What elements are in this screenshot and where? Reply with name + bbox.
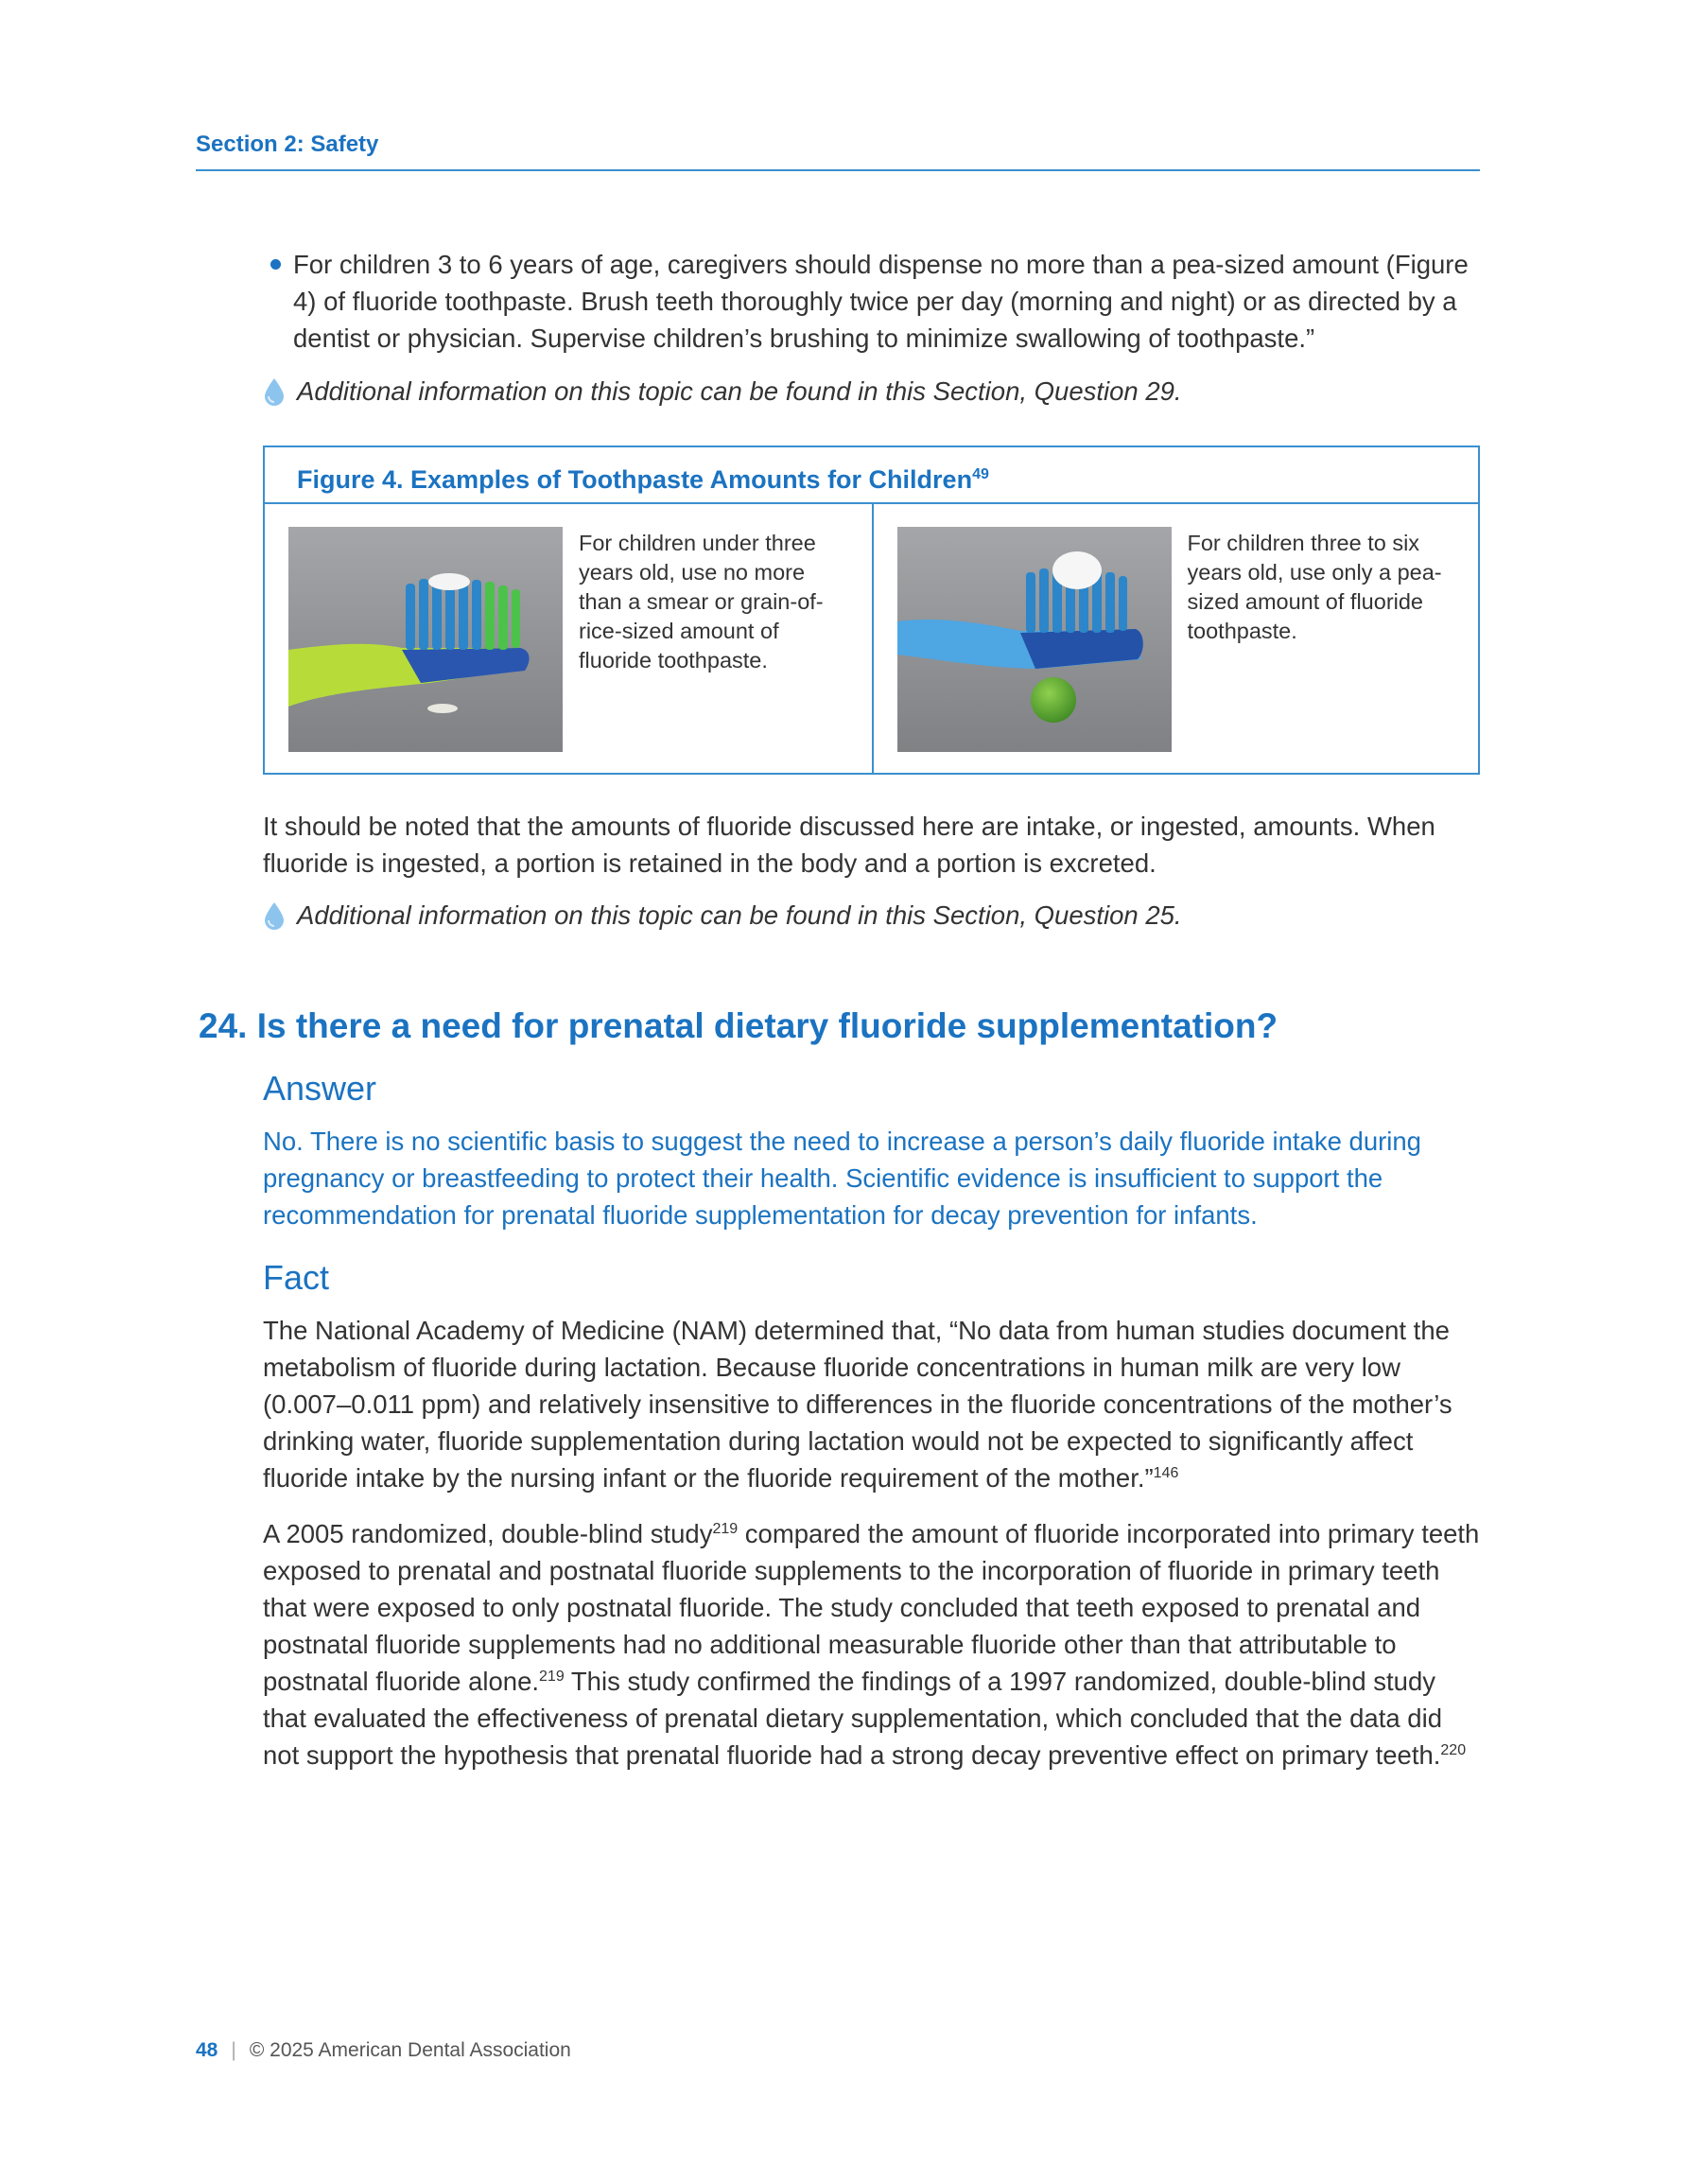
fact-paragraph-1-text: The National Academy of Medicine (NAM) determined that, “No data from human studies document the metabolism of fluoride during lactation. Because fluoride concentrations in human milk are very low (0.007–0.011 ppm) and relatively insensitive to differences in the fluoride concentrations of the mother’s drinking water, fluoride supplementation during lactation would not be expected to significantly affect fluoride intake by the nursing infant or the fluoride requirement of the mother.”	[263, 1316, 1452, 1493]
toothbrush-pea-photo	[897, 527, 1172, 752]
bullet-item	[293, 246, 1485, 357]
section-header: Section 2: Safety	[196, 131, 1480, 171]
footnote-ref: 219	[539, 1668, 565, 1685]
footnote-ref: 146	[1153, 1464, 1179, 1481]
info-note-1	[263, 376, 1182, 407]
figure-title-ref: 49	[972, 466, 989, 482]
answer-text: No. There is no scientific basis to suggest the need to increase a person’s daily fluoride intake during pregnancy or breastfeeding to protect their health. Scientific evidence is insufficient to support the recommendation for prenatal fluoride supplementation for decay prevention for infants.	[263, 1127, 1421, 1230]
figure-cell-under-three	[265, 504, 872, 773]
info-note-text: Additional information on this topic can be found in this Section, Question 29.	[297, 376, 1182, 406]
question-heading: 24. Is there a need for prenatal dietary fluoride supplementation?	[199, 1006, 1278, 1045]
figure-title	[265, 447, 1478, 504]
water-drop-icon	[263, 901, 286, 930]
copyright: © 2025 American Dental Association	[249, 2039, 571, 2061]
figure-4	[263, 446, 1480, 775]
footer-separator: |	[231, 2039, 236, 2061]
figure-title-text: Figure 4. Examples of Toothpaste Amounts for Children	[297, 465, 973, 494]
footnote-ref: 220	[1440, 1741, 1467, 1758]
page-footer	[196, 2039, 571, 2062]
page-number: 48	[196, 2039, 218, 2061]
fact-paragraph-1	[263, 1312, 1483, 1496]
info-note-2	[263, 900, 1182, 931]
fact-paragraph-2-text: compared the amount of fluoride incorporated into primary teeth exposed to prenatal and postnatal fluoride supplements to the incorporation of fluoride in primary teeth that were exposed to only postnatal fluoride. The study concluded that teeth exposed to prenatal and postnatal fluoride supplements had no additional measurable fluoride other than that attributable to postnatal fluoride alone.	[263, 1519, 1480, 1696]
bullet-text: For children 3 to 6 years of age, caregivers should dispense no more than a pea-sized amount (Figure 4) of fluoride toothpaste. Brush teeth thoroughly twice per day (morning and night) or as directed by a dentist or physician. Supervise children’s brushing to minimize swallowing of toothpaste.”	[293, 250, 1469, 353]
answer-heading: Answer	[263, 1069, 377, 1108]
fact-heading: Fact	[263, 1258, 330, 1297]
toothbrush-smear-photo	[288, 527, 563, 752]
bullet-dot	[270, 259, 281, 270]
fact-paragraph-2-text: A 2005 randomized, double-blind study	[263, 1519, 713, 1548]
water-drop-icon	[263, 377, 286, 406]
footnote-ref: 219	[712, 1520, 739, 1537]
fact-paragraph-2-text: This study confirmed the findings of a 1997 randomized, double-blind study that evaluated the effectiveness of prenatal dietary supplementation, which concluded that the data did not support the hypothesis that prenatal fluoride had a strong decay preventive effect on primary teeth.	[263, 1667, 1442, 1770]
fact-paragraph-2	[263, 1515, 1483, 1773]
info-note-text: Additional information on this topic can be found in this Section, Question 25.	[297, 900, 1182, 930]
intake-paragraph: It should be noted that the amounts of fluoride discussed here are intake, or ingested, amounts. When fluoride is ingested, a portion is retained in the body and a portion is excreted.	[263, 812, 1435, 878]
caption-three-to-six: For children three to six years old, use only a pea-sized amount of fluoride toothpaste.	[1187, 531, 1442, 643]
caption-under-three: For children under three years old, use no more than a smear or grain-of-rice-sized amount of fluoride toothpaste.	[579, 531, 824, 673]
figure-cell-three-to-six	[872, 504, 1479, 773]
